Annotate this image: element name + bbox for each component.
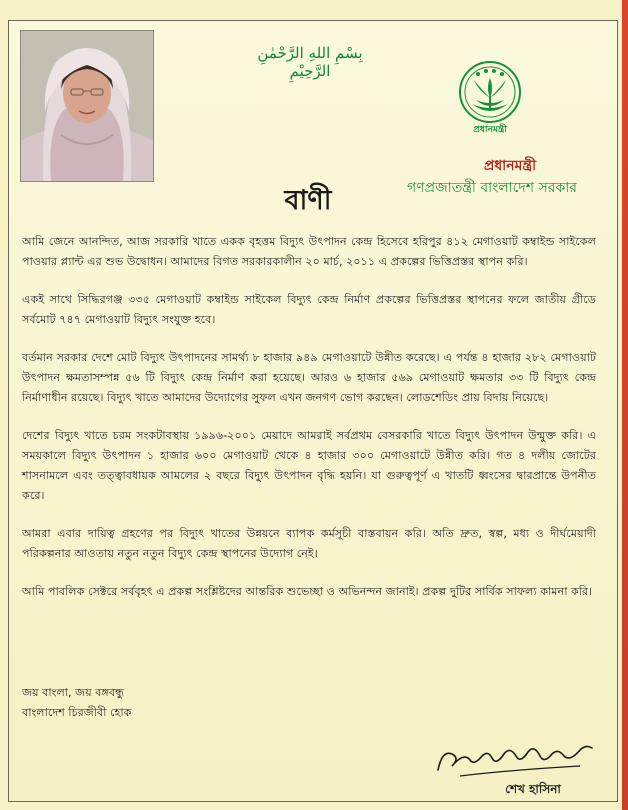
paragraph: আমি জেনে আনন্দিত, আজ সরকারি খাতে একক বৃহত্তম বিদ্যুৎ উৎপাদন কেন্দ্র হিসেবে হরিপুর ৪১২ মেগাওয়াট কম্বাইন্ড সাইকেল পাওয়ার প্ল্যান্ট এর শুভ উদ্বোধন। আমাদের বিগত সরকারকালীন ২০ মার্চ, ২০১১ এ প্রকল্পের ভিত্তিপ্রস্তর স্থাপন করি।	[22, 235, 596, 268]
message-body	[22, 232, 596, 620]
paragraph: আমরা এবার দায়িত্ব গ্রহণের পর বিদ্যুৎ খাতের উন্নয়নে ব্যাপক কর্মসূচী বাস্তবায়ন করি। অতি দ্রুত, স্বল্প, মধ্য ও দীর্ঘমেয়াদী পরিকল্পনার আওতায় নতুন নতুন বিদ্যুৎ কেন্দ্র স্থাপনের উদ্যোগ নেই।	[22, 527, 596, 560]
paragraph: বর্তমান সরকার দেশে মোট বিদ্যুৎ উৎপাদনের সামর্থ্য ৮ হাজার ৯৪৯ মেগাওয়াটে উন্নীত করেছে। এ পর্যন্ত ৪ হাজার ২৮২ মেগাওয়াট উৎপাদন ক্ষমতাসম্পন্ন ৫৬ টি বিদ্যুৎ কেন্দ্র নির্মাণ করা হয়েছে। আরও ৬ হাজার ৫৬৯ মেগাওয়াট ক্ষমতার ৩৩ টি বিদ্যুৎ কেন্দ্র নির্মাণাধীন রয়েছে। বিদ্যুৎ খাতে আমাদের উদ্যোগের সুফল এখন জনগণ ভোগ করছেন। লোডশেডিং প্রায় বিদায় নিয়েছে।	[22, 351, 596, 404]
emblem-caption: প্রধানমন্ত্রী	[473, 125, 507, 135]
paragraph: দেশের বিদ্যুৎ খাতে চরম সংকটাবস্থায় ১৯৯৬-২০০১ মেয়াদে আমরাই সর্বপ্রথম বেসরকারি খাতে বিদ্যুৎ উৎপাদন উন্মুক্ত করি। এ সময়কালে বিদ্যুৎ উৎপাদন ১ হাজার ৬০০ মেগাওয়াট থেকে ৪ হাজার ৩০০ মেগাওয়াটে উন্নীত করি। গত ৪ দলীয় জোটের শাসনামলে এবং তত্ত্বাবধায়ক আমলের ২ বছরে বিদ্যুৎ উৎপাদন বৃদ্ধি হয়নি। যা গুরুত্বপূর্ণ এ খাতটি ধ্বংসের দ্বারপ্রান্তে উপনীত করে।	[22, 429, 596, 502]
bismillah-calligraphy: بِسْمِ اللهِ الرَّحْمٰنِ الرَّحِيْمِ	[257, 44, 363, 80]
closing-slogans	[22, 683, 132, 723]
office-title: প্রধানমন্ত্রী	[483, 158, 537, 174]
message-heading: বাণী	[284, 185, 332, 216]
handwritten-signature	[430, 736, 600, 780]
prime-minister-emblem	[456, 60, 524, 140]
prime-minister-portrait	[20, 30, 154, 182]
signatory-name: শেখ হাসিনা	[505, 782, 561, 796]
page-edge-strip	[622, 0, 628, 810]
paragraph: একই সাথে সিদ্ধিরগঞ্জ ৩৩৫ মেগাওয়াট কম্বাইন্ড সাইকেল বিদ্যুৎ কেন্দ্র নির্মাণ প্রকল্পের ভিত্তিপ্রস্তর স্থাপনের ফলে জাতীয় গ্রীডে সর্বমোট ৭৪৭ মেগাওয়াট বিদ্যুৎ সংযুক্ত হবে।	[22, 293, 596, 326]
slogan-line: বাংলাদেশ চিরজীবী হোক	[22, 706, 132, 719]
paragraph: আমি পাবলিক সেক্টরে সর্ববৃহৎ এ প্রকল্প সংশ্লিষ্টদের আন্তরিক শুভেচ্ছা ও অভিনন্দন জানাই। প্রকল্প দুটির সার্বিক সাফল্য কামনা করি।	[22, 585, 593, 598]
slogan-line: জয় বাংলা, জয় বঙ্গবন্ধু	[22, 686, 125, 699]
government-title: গণপ্রজাতন্ত্রী বাংলাদেশ সরকার	[407, 180, 577, 196]
